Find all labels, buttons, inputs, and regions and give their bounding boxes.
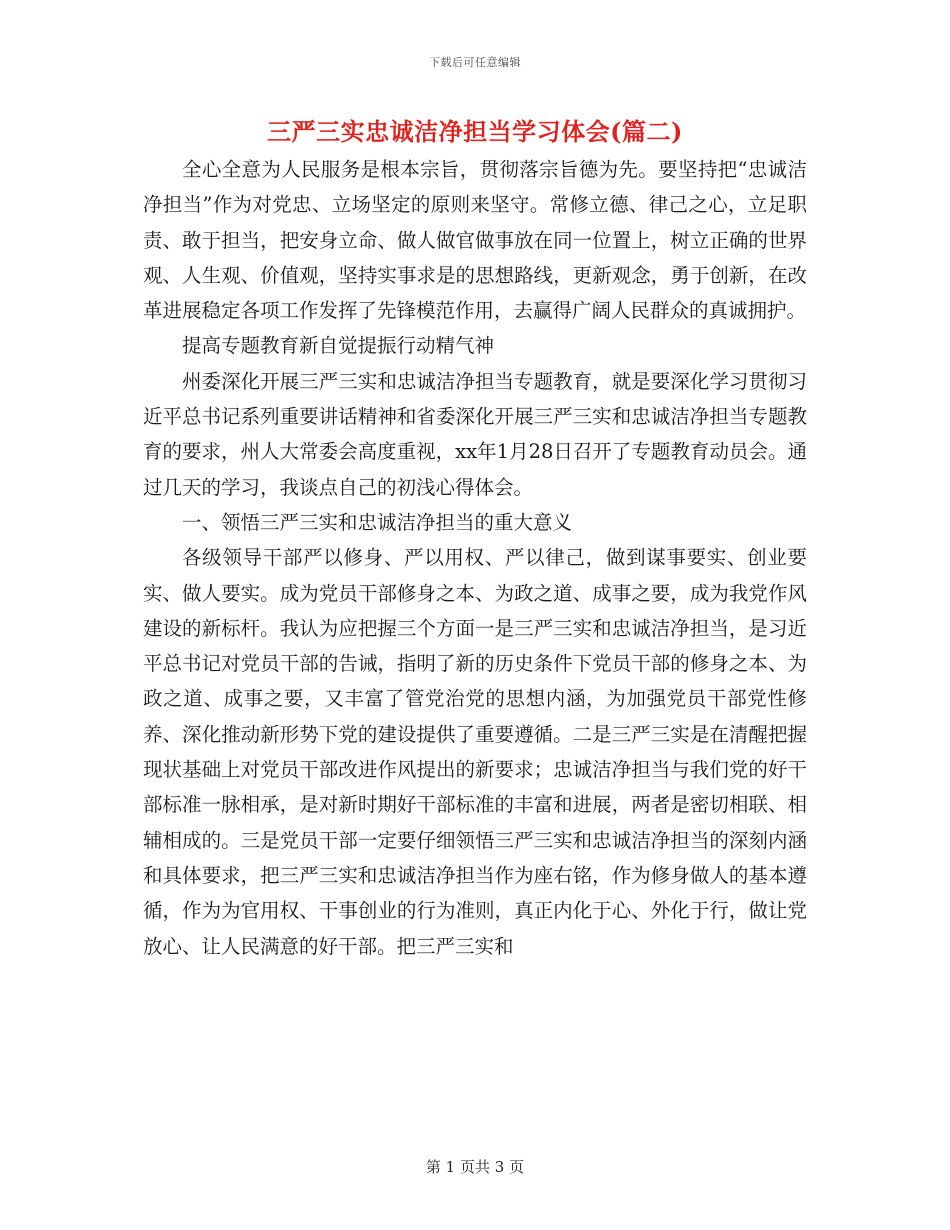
section-heading: 一、领悟三严三实和忠诚洁净担当的重大意义 <box>182 510 573 534</box>
paragraph: 州委深化开展三严三实和忠诚洁净担当专题教育，就是要深化学习贯彻习近平总书记系列重要讲话精神和省委深化开展三严三实和忠诚洁净担当专题教育的要求，州人大常委会高度重视，xx年1月28日召开了专题教育动员会。通过几天的学习，我谈点自己的初浅心得体会。 <box>143 369 807 499</box>
paragraph: 各级领导干部严以修身、严以用权、严以律己，做到谋事要实、创业要实、做人要实。成为党员干部修身之本、为政之道、成事之要，成为我党作风建设的新标杆。我认为应把握三个方面一是三严三实和忠诚洁净担当，是习近平总书记对党员干部的告诫，指明了新的历史条件下党员干部的修身之本、为政之道、成事之要，又丰富了管党治党的思想内涵，为加强党员干部党性修养、深化推动新形势下党的建设提供了重要遵循。二是三严三实是在清醒把握现状基础上对党员干部改进作风提出的新要求；忠诚洁净担当与我们党的好干部标准一脉相承，是对新时期好干部标准的丰富和进展，两者是密切相联、相辅相成的。三是党员干部一定要仔细领悟三严三实和忠诚洁净担当的深刻内涵和具体要求，把三严三实和忠诚洁净担当作为座右铭，作为修身做人的基本遵循，作为为官用权、干事创业的行为准则，真正内化于心、外化于行，做让党放心、让人民满意的好干部。把三严三实和 <box>143 546 807 958</box>
page-number: 第 1 页共 3 页 <box>425 1158 525 1176</box>
document-body <box>143 152 807 964</box>
paragraph: 全心全意为人民服务是根本宗旨，贯彻落宗旨德为先。要坚持把“忠诚洁净担当”作为对党忠、立场坚定的原则来坚守。常修立德、律己之心，立足职责、敢于担当，把安身立命、做人做官做事放在同一位置上，树立正确的世界观、人生观、价值观，坚持实事求是的思想路线，更新观念，勇于创新，在改革进展稳定各项工作发挥了先锋模范作用，去赢得广阔人民群众的真诚拥护。 <box>143 158 807 323</box>
section-heading: 提高专题教育新自觉提振行动精气神 <box>182 334 495 358</box>
document-title: 三严三实忠诚洁净担当学习体会(篇二) <box>267 117 683 146</box>
header-note: 下载后可任意编辑 <box>429 56 521 69</box>
